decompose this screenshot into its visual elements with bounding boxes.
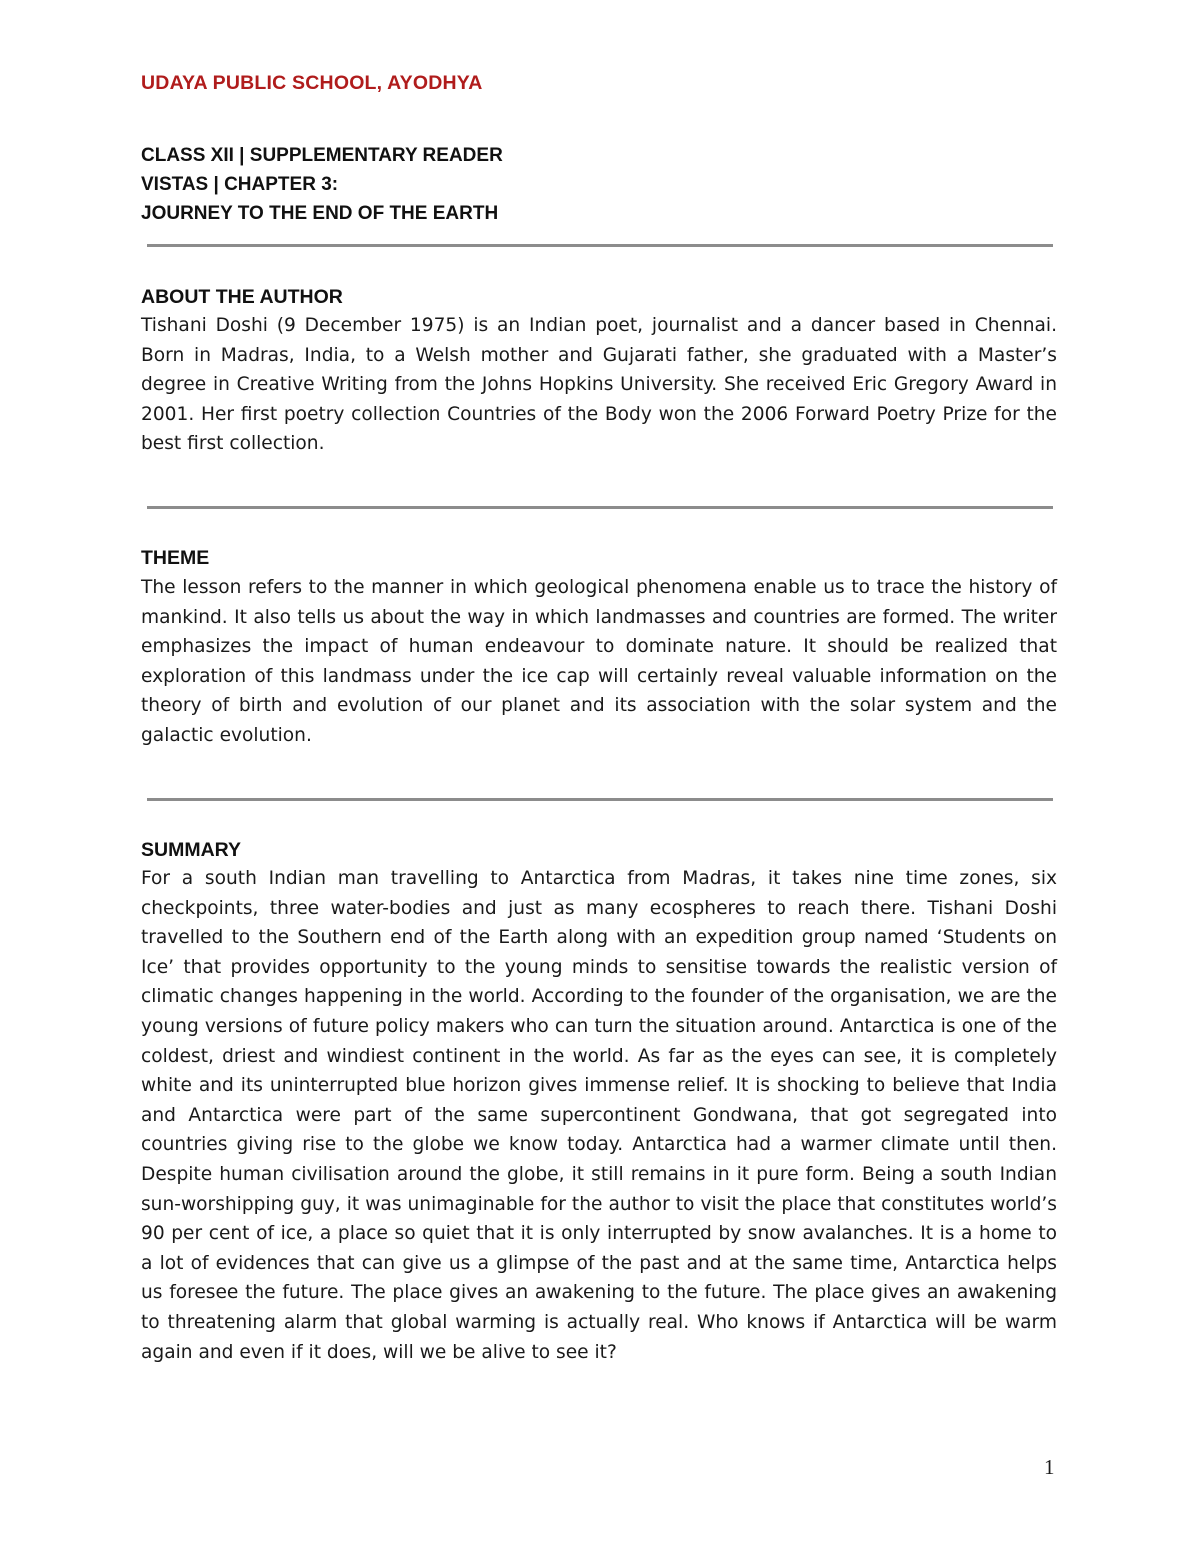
class-line: CLASS XII | SUPPLEMENTARY READER — [141, 145, 503, 166]
author-section-title: ABOUT THE AUTHOR — [141, 286, 343, 308]
document-heading — [141, 141, 503, 228]
summary-section-title: SUMMARY — [141, 839, 242, 861]
author-paragraph: Tishani Doshi (9 December 1975) is an Indian poet, journalist and a dancer based in Chennai. Born in Madras, India, to a Welsh mother and Gujarati father, she graduated with a Master’s degree in Creative Writing from the Johns Hopkins University. She received Eric Gregory Award in 2001. Her first poetry collection Countries of the Body won the 2006 Forward Poetry Prize for the best first collection. — [141, 315, 1057, 455]
theme-paragraph: The lesson refers to the manner in which geological phenomena enable us to trace the history of mankind. It also tells us about the way in which landmasses and countries are formed. The writer emphasizes the impact of human endeavour to dominate nature. It should be realized that exploration of this landmass under the ice cap will certainly reveal valuable information on the theory of birth and evolution of our planet and its association with the solar system and the galactic evolution. — [141, 577, 1057, 746]
chapter-line: VISTAS | CHAPTER 3: — [141, 174, 339, 195]
divider-3 — [147, 798, 1053, 801]
divider-2 — [147, 506, 1053, 509]
divider-1 — [147, 244, 1053, 247]
chapter-title: JOURNEY TO THE END OF THE EARTH — [141, 203, 499, 224]
school-name: UDAYA PUBLIC SCHOOL, AYODHYA — [141, 72, 483, 94]
page-number: 1 — [1044, 1455, 1055, 1479]
summary-paragraph: For a south Indian man travelling to Antarctica from Madras, it takes nine time zones, six checkpoints, three water-bodies and just as many ecospheres to reach there. Tishani Doshi travelled to the Southern end of the Earth along with an expedition group named ‘Students on Ice’ that provides opportunity to the young minds to sensitise towards the realistic version of climatic changes happening in the world. According to the founder of the organisation, we are the young versions of future policy makers who can turn the situation around. Antarctica is one of the coldest, driest and windiest continent in the world. As far as the eyes can see, it is completely white and its uninterrupted blue horizon gives immense relief. It is shocking to believe that India and Antarctica were part of the same supercontinent Gondwana, that got segregated into countries giving rise to the globe we know today. Antarctica had a warmer climate until then. Despite human civilisation around the globe, it still remains in it pure form. Being a south Indian sun-worshipping guy, it was unimaginable for the author to visit the place that constitutes world’s 90 per cent of ice, a place so quiet that it is only interrupted by snow avalanches. It is a home to a lot of evidences that can give us a glimpse of the past and at the same time, Antarctica helps us foresee the future. The place gives an awakening to the future. The place gives an awakening to threatening alarm that global warming is actually real. Who knows if Antarctica will be warm again and even if it does, will we be alive to see it? — [141, 868, 1057, 1363]
theme-section-title: THEME — [141, 547, 210, 569]
